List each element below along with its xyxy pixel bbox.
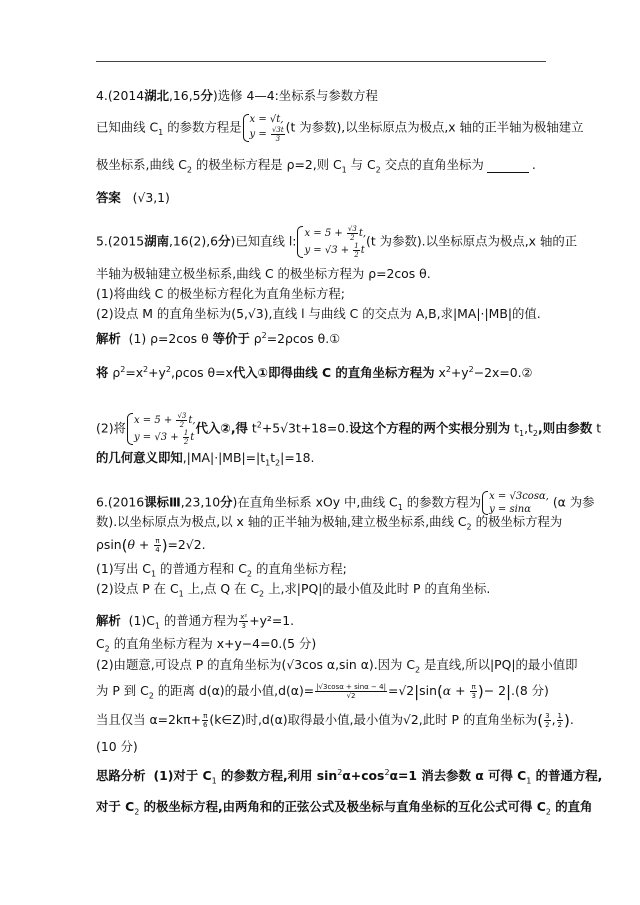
problem-5-solution-step-4: 的几何意义即知$,|MA|\cdot|MB|=|t_1t_2|=18$.	[96, 450, 315, 468]
problem-4-statement-line-2: 极坐标系,曲线 $C_2$ 的极坐标方程是 ρ=2,则 $C_1$ 与 $C_2$ 交点的直角坐标为 .	[96, 157, 536, 175]
problem-6-solution-step-3: (2)由题意,可设点 P 的直角坐标为(√3cos α,sin α).因为 $C_2$ 是直线,所以|PQ|的最小值即	[96, 657, 578, 675]
problem-5-statement-line-1: 5.(2015湖南,16(2),6分)已知直线 l: x = 5 + $\frac{√3}{2}$ t, y = √3 + $\frac{1}{2}$ t (t 为参数).以坐标原点为极点,x 轴的正	[96, 225, 578, 259]
problem-4-statement-line-1: 已知曲线 $C_1$ 的参数方程是 x = √t, y = $\frac{√3t}{3}$ (t 为参数),以坐标原点为极点,x 轴的正半轴为极轴建立	[96, 114, 584, 143]
problem-6-statement-line-2: 数).以坐标原点为极点,以 x 轴的正半轴为极轴,建立极坐标系,曲线 $C_2$ 的极坐标方程为	[96, 514, 563, 532]
parametric-system-line-l-repeat: x = 5 + $\frac{√3}{2}$ t, y = √3 + $\frac{1}{2}$ t	[126, 412, 196, 446]
problem-6-score-note: (10 分)	[96, 739, 138, 754]
problem-5-solution-step-3: (2)将 x = 5 + $\frac{√3}{2}$ t, y = √3 + $\frac{1}{2}$ t 代入②,得 $t^2+5√3t+18=0$.设这个方程的两个实根分别为 $t_1,t_2$,则由参数 t	[96, 412, 602, 446]
problem-6-solution-step-1: 解析 $(1)C_1$ 的普通方程为 $\frac{\text{x²}}{3}$ +y²=1.	[96, 613, 295, 631]
problem-6-statement-line-1: 6.(2016课标Ⅲ,23,10分)在直角坐标系 xOy 中,曲线 $C_1$ 的参数方程为 x = √3cosα, y = sinα (α 为参	[96, 491, 595, 515]
problem-6-solution-step-4: 为 P 到 $C_2$ 的距离 d(α)的最小值,d(α)= $\frac{|√3\cos\alpha + \sin\alpha - 4|}{√2}$ =√2|sin(α + $\frac{\pi}{3}$ )− 2|.(8 分)	[96, 682, 549, 701]
problem-6-question-1: (1)写出 $C_1$ 的普通方程和 $C_2$ 的直角坐标方程;	[96, 561, 347, 579]
problem-5-question-1: (1)将曲线 C 的极坐标方程化为直角坐标方程;	[96, 286, 345, 301]
header-rule	[96, 61, 546, 62]
problem-6-analysis-line-1: 思路分析 (1)对于 $C_1$ 的参数方程,利用 $\sin^2\alpha+\cos^2\alpha=1$ 消去参数 α 可得 $C_1$ 的普通方程,	[96, 767, 603, 786]
problem-6-analysis-line-2: 对于 $C_2$ 的极坐标方程,由两角和的正弦公式及极坐标与直角坐标的互化公式可得 $C_2$ 的直角	[96, 799, 593, 817]
problem-5-solution-step-1: 解析 (1) ρ=2cos θ 等价于 $\rho^2=2\rho\cos$ θ.①	[96, 330, 341, 346]
problem-4-heading: 4.(2014湖北,16,5分)选修 4—4:坐标系与参数方程	[96, 88, 378, 103]
problem-6-polar-equation: ρsin(θ + $\frac{\pi}{4}$ )=2√2.	[96, 536, 206, 555]
parametric-system-c1-p6: x = √3cosα, y = sinα	[481, 490, 549, 516]
problem-6-solution-step-2: $C_2$ 的直角坐标方程为 x+y−4=0.(5 分)	[96, 636, 317, 654]
problem-6-solution-step-5: 当且仅当 α=2kπ+ $\frac{\pi}{6}$ (k∈Z)时,d(α)取得最小值,最小值为√2,此时 P 的直角坐标为( $\frac{3}{2}$ , $\frac{1}{2}$ ).	[96, 711, 574, 730]
parametric-system-line-l: x = 5 + $\frac{√3}{2}$ t, y = √3 + $\frac{1}{2}$ t	[296, 225, 366, 259]
problem-5-solution-step-2: 将 $\rho^2=x^2+y^2,\rho\cos$ θ=x代入①即得曲线 C 的直角坐标方程为 $x^2+y^2-2x=0.②$	[96, 364, 533, 380]
problem-6-question-2: (2)设点 P 在 $C_1$ 上,点 Q 在 $C_2$ 上,求|PQ|的最小值及此时 P 的直角坐标.	[96, 581, 491, 599]
answer-blank	[487, 172, 529, 173]
problem-5-statement-line-2: 半轴为极轴建立极坐标系,曲线 C 的极坐标方程为 ρ=2cos θ.	[96, 266, 431, 281]
parametric-system-c1: x = √t, y = $\frac{√3t}{3}$	[242, 113, 286, 143]
problem-4-answer: 答案 (√3,1)	[96, 190, 170, 205]
problem-5-question-2: (2)设点 M 的直角坐标为(5,√3),直线 l 与曲线 C 的交点为 A,B,求|MA|·|MB|的值.	[96, 306, 541, 321]
